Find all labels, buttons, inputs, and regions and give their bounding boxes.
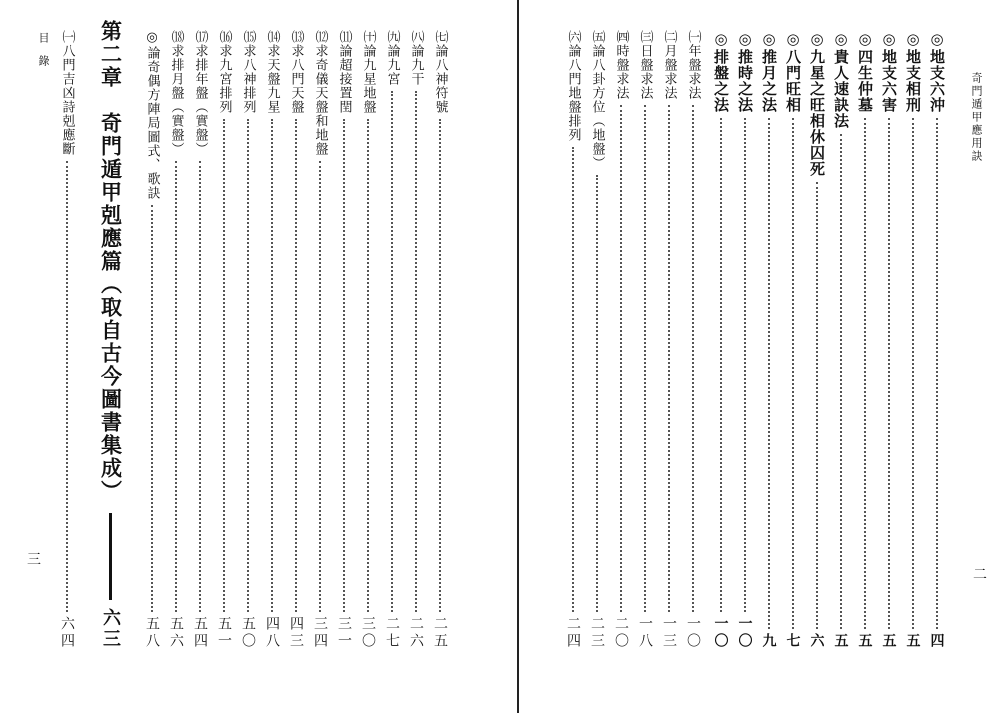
right-running-header: 奇門遁甲應用訣 — [970, 72, 983, 163]
toc-entry-major — [785, 30, 800, 650]
toc-entry-label: ㈤論八卦方位（地盤） — [589, 30, 605, 170]
dot-leader — [792, 118, 794, 629]
toc-entry — [385, 30, 399, 650]
toc-entry-label: ㈦論八神符號 — [432, 30, 448, 114]
toc-entry-label: ⒀求八門天盤 — [288, 30, 304, 114]
toc-entry-label: ◎推月之法 — [760, 30, 778, 113]
toc-entry-label: ㈥論八門地盤排列 — [565, 30, 581, 142]
toc-entry-label: ◎地支六沖 — [928, 30, 946, 113]
toc-entry-page: 五六 — [168, 616, 184, 650]
dot-leader — [391, 91, 393, 612]
toc-entry-page: 一〇 — [712, 616, 729, 650]
toc-entry — [193, 30, 207, 650]
dot-leader — [692, 105, 694, 612]
toc-entry — [409, 30, 423, 650]
dot-leader — [439, 119, 441, 612]
toc-entry-label: ◎論奇偶方陣局圖式、歌訣 — [144, 30, 160, 200]
toc-entry-page: 三一 — [336, 616, 352, 650]
toc-entry-page: 一三 — [661, 616, 677, 650]
dot-leader — [620, 105, 622, 612]
dot-leader — [367, 119, 369, 612]
toc-entry-label: ⑿求奇儀天盤和地盤 — [312, 30, 328, 156]
dot-leader — [768, 118, 770, 629]
toc-entry-page: 五一 — [216, 616, 232, 650]
toc-entry-label: ㈡月盤求法 — [661, 30, 677, 100]
toc-entry-label: ⑾論超接置閏 — [336, 30, 352, 114]
toc-entry — [566, 30, 580, 650]
toc-entry-label: ⒃求九宮排列 — [216, 30, 232, 114]
toc-entry-page: 五八 — [144, 616, 160, 650]
toc-entry-label: ㈨論九宮 — [384, 30, 400, 86]
toc-entry-page: 三四 — [312, 616, 328, 650]
dot-leader — [66, 161, 68, 612]
toc-entry-page: 二四 — [565, 616, 581, 650]
toc-entry-page: 五 — [856, 633, 873, 650]
toc-entry-label: ◎貴人速訣法 — [832, 30, 850, 129]
toc-entry-page: 九 — [760, 633, 777, 650]
toc-entry — [169, 30, 183, 650]
chapter-title: 第二章 奇門遁甲剋應篇（取自古今圖書集成） — [98, 20, 123, 503]
toc-entry-label: ◎八門旺相 — [784, 30, 802, 113]
toc-entry-label: ㈠八門吉凶詩剋應斷 — [59, 30, 75, 156]
toc-entry — [289, 30, 303, 650]
right-page — [519, 0, 995, 713]
toc-entry-page: 五〇 — [240, 616, 256, 650]
dot-leader — [572, 147, 574, 612]
dot-leader — [644, 105, 646, 612]
toc-entry-major — [833, 30, 848, 650]
toc-entry-label: ⒂求八神排列 — [240, 30, 256, 114]
toc-entry — [614, 30, 628, 650]
dot-leader — [247, 119, 249, 612]
dot-leader — [319, 161, 321, 612]
dot-leader — [840, 134, 842, 629]
toc-entry — [433, 30, 447, 650]
toc-entry-label: ㈣時盤求法 — [613, 30, 629, 100]
chapter-page: 六三 — [100, 608, 121, 650]
toc-entry-major — [713, 30, 728, 650]
toc-entry-label: ◎推時之法 — [736, 30, 754, 113]
dot-leader — [816, 182, 818, 629]
toc-entry-label: ⒅求排月盤（實盤） — [168, 30, 184, 156]
toc-entry — [241, 30, 255, 650]
dot-leader — [744, 118, 746, 612]
toc-entry-major — [929, 30, 944, 650]
toc-entry-page: 二七 — [384, 616, 400, 650]
toc-entry-page: 二〇 — [613, 616, 629, 650]
toc-entry-page: 六四 — [59, 616, 75, 650]
dot-leader — [151, 205, 153, 612]
toc-entry-major — [881, 30, 896, 650]
toc-entry-page: 一八 — [637, 616, 653, 650]
toc-entry-page: 二六 — [408, 616, 424, 650]
toc-entry — [361, 30, 375, 650]
toc-entry-label: ◎排盤之法 — [712, 30, 730, 113]
dot-leader — [668, 105, 670, 612]
chapter-rule — [109, 513, 112, 600]
toc-entry-label: ◎地支六害 — [880, 30, 898, 113]
toc-entry-label: ◎四生仲墓 — [856, 30, 874, 113]
dot-leader — [720, 118, 722, 612]
toc-entry-major — [905, 30, 920, 650]
left-folio: 三 — [27, 552, 41, 568]
toc-entry-page: 一〇 — [685, 616, 701, 650]
toc-entry-major — [761, 30, 776, 650]
toc-entry — [337, 30, 351, 650]
toc-entry-label: ⒄求排年盤（實盤） — [192, 30, 208, 156]
toc-entry-label: ㈠年盤求法 — [685, 30, 701, 100]
toc-entry-page: 二三 — [589, 616, 605, 650]
toc-entry-label: ◎地支相刑 — [904, 30, 922, 113]
dot-leader — [295, 119, 297, 612]
toc-entry-label: ◎九星之旺相休囚死 — [808, 30, 826, 177]
toc-entry-page: 三〇 — [360, 616, 376, 650]
toc-entry-page: 七 — [784, 633, 801, 650]
dot-leader — [271, 119, 273, 612]
toc-entry — [217, 30, 231, 650]
dot-leader — [343, 119, 345, 612]
dot-leader — [223, 119, 225, 612]
dot-leader — [199, 161, 201, 612]
toc-entry-page: 四八 — [264, 616, 280, 650]
toc-entry-page: 一〇 — [736, 616, 753, 650]
toc-entry-page: 五 — [904, 633, 921, 650]
toc-entry-label: ㈧論九干 — [408, 30, 424, 86]
chapter-heading — [90, 20, 130, 650]
dot-leader — [175, 161, 177, 612]
right-folio: 二 — [973, 567, 987, 583]
left-running-header: 目錄 — [37, 32, 50, 78]
toc-entry-page: 四 — [928, 633, 945, 650]
dot-leader — [864, 118, 866, 629]
toc-entry-major — [737, 30, 752, 650]
toc-entry — [145, 30, 159, 650]
toc-entry-page: 五 — [832, 633, 849, 650]
dot-leader — [415, 91, 417, 612]
toc-entry-page: 四三 — [288, 616, 304, 650]
toc-entry — [265, 30, 279, 650]
toc-entry-major — [809, 30, 824, 650]
toc-entry — [662, 30, 676, 650]
toc-entry-page: 五四 — [192, 616, 208, 650]
dot-leader — [912, 118, 914, 629]
toc-entry-page: 二五 — [432, 616, 448, 650]
toc-entry — [590, 30, 604, 650]
toc-entry — [313, 30, 327, 650]
toc-entry — [638, 30, 652, 650]
toc-entry-page: 五 — [880, 633, 897, 650]
toc-entry-major — [857, 30, 872, 650]
toc-entry — [686, 30, 700, 650]
toc-entry-label: ㈢日盤求法 — [637, 30, 653, 100]
dot-leader — [596, 175, 598, 612]
toc-entry — [60, 30, 74, 650]
toc-entry-page: 六 — [808, 633, 825, 650]
dot-leader — [936, 118, 938, 629]
toc-entry-label: ⒁求天盤九星 — [264, 30, 280, 114]
toc-entry-label: ㈩論九星地盤 — [360, 30, 376, 114]
dot-leader — [888, 118, 890, 629]
